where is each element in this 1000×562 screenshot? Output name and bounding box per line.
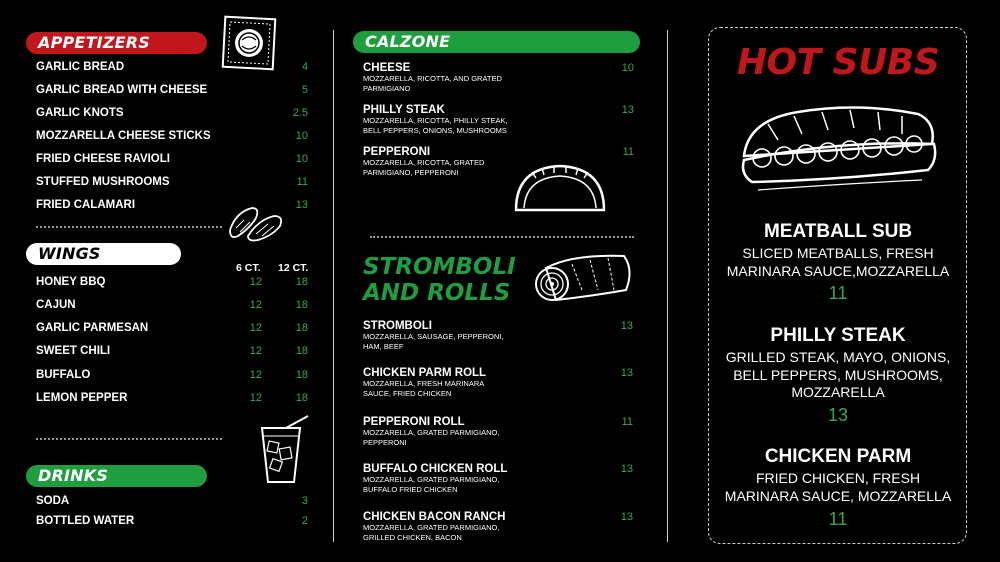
column-divider-left [333,30,334,542]
wing-name: CAJUN [36,299,76,311]
calzone-price: 13 [621,104,634,116]
calzone-desc: MOZZARELLA, RICOTTA, GRATED PARMIGIANO, PEPPERONI [363,158,485,177]
appetizer-price: 2.5 [292,107,308,119]
wing-price-6ct: 12 [249,392,262,404]
wings-header [26,243,181,265]
sub-price: 13 [827,405,849,425]
calzone-title: CALZONE [365,32,451,51]
appetizers-divider [36,226,222,228]
calzone-desc: MOZZARELLA, RICOTTA, AND GRATED PARMIGIANO [363,74,502,93]
stromboli-name: CHICKEN PARM ROLL [363,367,487,379]
wing-name: SWEET CHILI [36,345,111,357]
drink-name: BOTTLED WATER [36,515,135,527]
stromboli-title [363,254,516,306]
wings-divider [36,438,222,440]
drink-price: 3 [301,495,308,507]
wing-price-12ct: 18 [295,322,308,334]
wings-col-6ct: 6 CT. [236,262,261,274]
stromboli-price: 13 [620,367,633,379]
stromboli-price: 13 [620,463,633,475]
wing-price-6ct: 12 [249,322,262,334]
calzone-price: 10 [621,62,634,74]
drinks-title: DRINKS [38,466,109,485]
wing-name: BUFFALO [36,369,91,381]
ravioli-icon [218,12,280,74]
drink-glass-icon [256,414,312,486]
wing-name: LEMON PEPPER [36,392,128,404]
drinks-header [26,465,207,487]
appetizer-name: FRIED CALAMARI [36,199,136,211]
sub-desc: FRIED CHICKEN, FRESH MARINARA SAUCE, MOZZARELLA [724,470,952,504]
stromboli-title-line1: STROMBOLI [363,254,516,280]
appetizer-name: MOZZARELLA CHEESE STICKS [36,130,211,142]
wings-col-12ct: 12 CT. [278,262,309,274]
appetizers-title: APPETIZERS [38,33,151,52]
appetizer-price: 11 [296,176,308,188]
wing-price-12ct: 18 [295,345,308,357]
sub-price: 11 [828,283,848,303]
stromboli-desc: MOZZARELLA, GRATED PARMIGIANO, PEPPERONI [363,428,500,447]
calzone-price: 11 [622,146,634,158]
stromboli-name: STROMBOLI [363,320,432,332]
appetizer-name: GARLIC BREAD WITH CHEESE [36,84,208,96]
appetizer-price: 4 [301,61,308,73]
stromboli-desc: MOZZARELLA, GRATED PARMIGIANO, BUFFALO FRIED CHICKEN [363,475,500,494]
appetizer-name: GARLIC KNOTS [36,107,124,119]
calzone-name: PHILLY STEAK [363,104,445,116]
calzone-header [353,31,640,53]
wing-name: HONEY BBQ [36,276,106,288]
stromboli-price: 13 [620,511,633,523]
wing-price-6ct: 12 [249,345,262,357]
stromboli-price: 11 [621,416,633,428]
column-divider-right [667,30,668,542]
appetizer-price: 10 [295,130,308,142]
stromboli-price: 13 [620,320,633,332]
appetizer-price: 10 [295,153,308,165]
wing-price-6ct: 12 [249,299,262,311]
stromboli-name: PEPPERONI ROLL [363,416,465,428]
sub-name: CHICKEN PARM [764,446,912,467]
sub-price: 11 [828,509,848,529]
wing-price-12ct: 18 [295,392,308,404]
appetizer-name: FRIED CHEESE RAVIOLI [36,153,170,165]
wing-price-12ct: 18 [295,299,308,311]
stromboli-desc: MOZZARELLA, FRESH MARINARA SAUCE, FRIED CHICKEN [363,379,484,398]
hot-subs-title: HOT SUBS [736,42,940,83]
calzone-divider [370,236,634,238]
calzone-name: CHEESE [363,62,411,74]
sub-sandwich-icon [738,100,938,196]
sub-desc: GRILLED STEAK, MAYO, ONIONS, BELL PEPPERS, MUSHROOMS, MOZZARELLA [725,349,951,400]
appetizers-header [26,32,207,54]
stromboli-title-line2: AND ROLLS [363,280,511,306]
drink-price: 2 [301,515,308,527]
appetizer-name: GARLIC BREAD [36,61,125,73]
stromboli-name: BUFFALO CHICKEN ROLL [363,463,508,475]
appetizer-price: 5 [301,84,308,96]
wing-name: GARLIC PARMESAN [36,322,149,334]
drink-name: SODA [36,495,70,507]
wings-title: WINGS [38,244,101,263]
calzone-desc: MOZZARELLA, RICOTTA, PHILLY STEAK, BELL PEPPERS, ONIONS, MUSHROOMS [363,116,508,135]
chicken-wings-icon [226,202,290,244]
wing-price-6ct: 12 [249,369,262,381]
stromboli-desc: MOZZARELLA, GRATED PARMIGIANO, GRILLED CHICKEN, BACON [363,523,500,542]
sub-desc: SLICED MEATBALLS, FRESH MARINARA SAUCE,MOZZARELLA [726,245,950,279]
stromboli-desc: MOZZARELLA, SAUSAGE, PEPPERONI, HAM, BEEF [363,332,504,351]
sub-name: PHILLY STEAK [770,325,906,346]
appetizer-name: STUFFED MUSHROOMS [36,176,170,188]
wing-price-12ct: 18 [295,276,308,288]
calzone-name: PEPPERONI [363,146,431,158]
stromboli-name: CHICKEN BACON RANCH [363,511,506,523]
appetizer-price: 13 [295,199,308,211]
wing-price-12ct: 18 [295,369,308,381]
stromboli-roll-icon [532,250,636,306]
sub-name: MEATBALL SUB [763,221,913,242]
wing-price-6ct: 12 [249,276,262,288]
calzone-icon [512,158,608,214]
